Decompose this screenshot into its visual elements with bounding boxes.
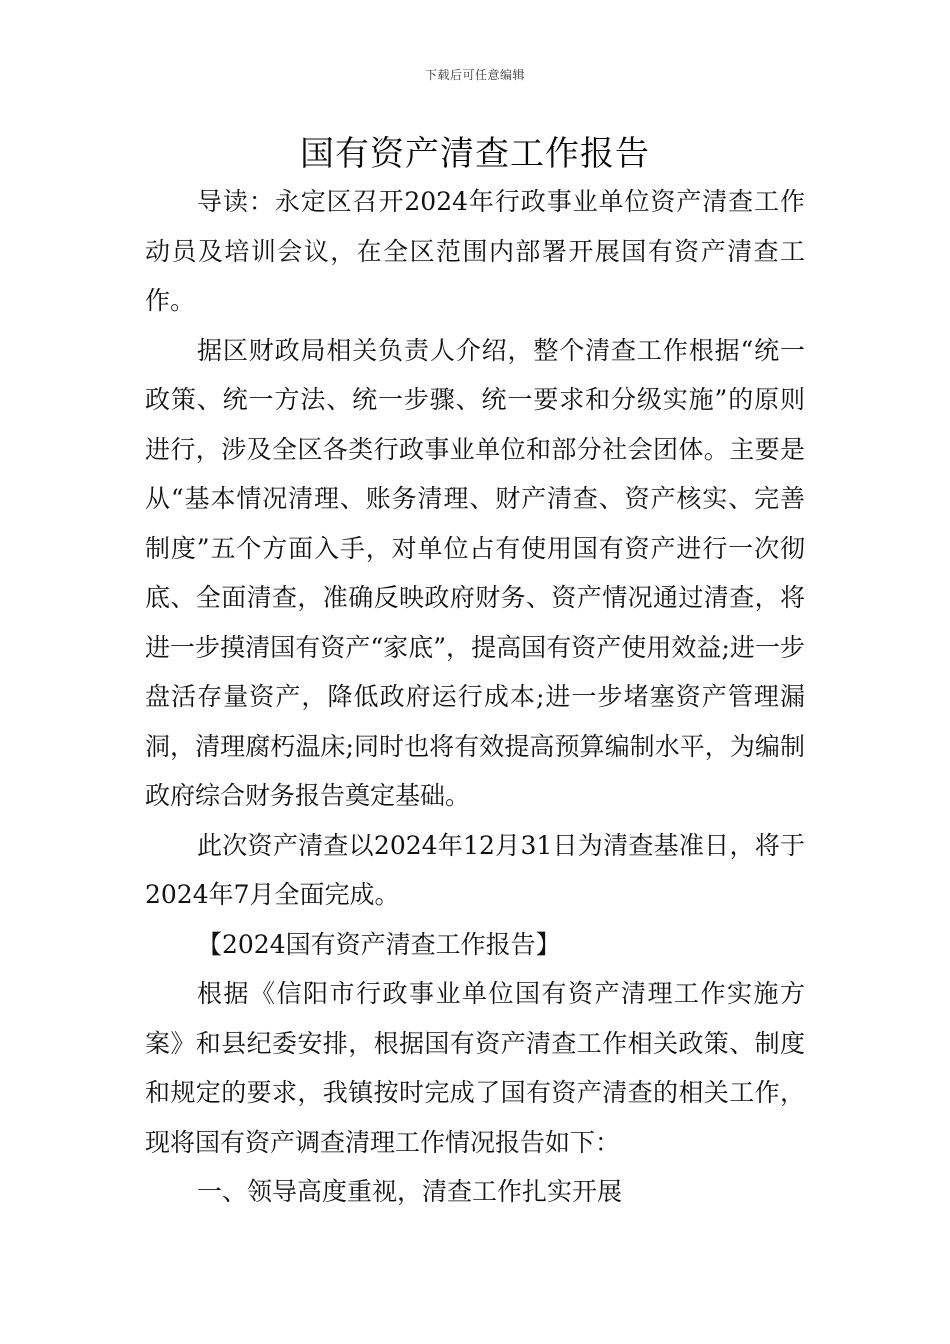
paragraph-report-heading: 【2024国有资产清查工作报告】 [197,929,561,959]
paragraph-principles: 据区财政局相关负责人介绍，整个清查工作根据“统一政策、统一方法、统一步骤、统一要求和分级实施”的原则进行，涉及全区各类行政事业单位和部分社会团体。主要是从“基本情况清理、账务清理、财产清查、资产核实、完善制度”五个方面入手，对单位占有使用国有资产进行一次彻底、全面清查，准确反映政府财务、资产情况通过清查，将进一步摸清国有资产“家底”，提高国有资产使用效益;进一步盘活存量资产，降低政府运行成本;进一步堵塞资产管理漏洞，清理腐朽温床;同时也将有效提高预算编制水平，为编制政府综合财务报告奠定基础。 [145,335,805,810]
paragraph-intro: 导读：永定区召开2024年行政事业单位资产清查工作动员及培训会议，在全区范围内部署开展国有资产清查工作。 [145,187,805,315]
document-body [145,177,805,1217]
paragraph-report-basis: 根据《信阳市行政事业单位国有资产清理工作实施方案》和县纪委安排，根据国有资产清查工作相关政策、制度和规定的要求，我镇按时完成了国有资产清查的相关工作，现将国有资产调查清理工作情况报告如下： [145,979,805,1157]
paragraph-section-one: 一、领导高度重视，清查工作扎实开展 [197,1177,623,1206]
page-title: 国有资产清查工作报告 [300,134,650,174]
header-note: 下载后可任意编辑 [424,68,525,82]
paragraph-schedule: 此次资产清查以2024年12月31日为清查基准日，将于2024年7月全面完成。 [145,830,805,909]
